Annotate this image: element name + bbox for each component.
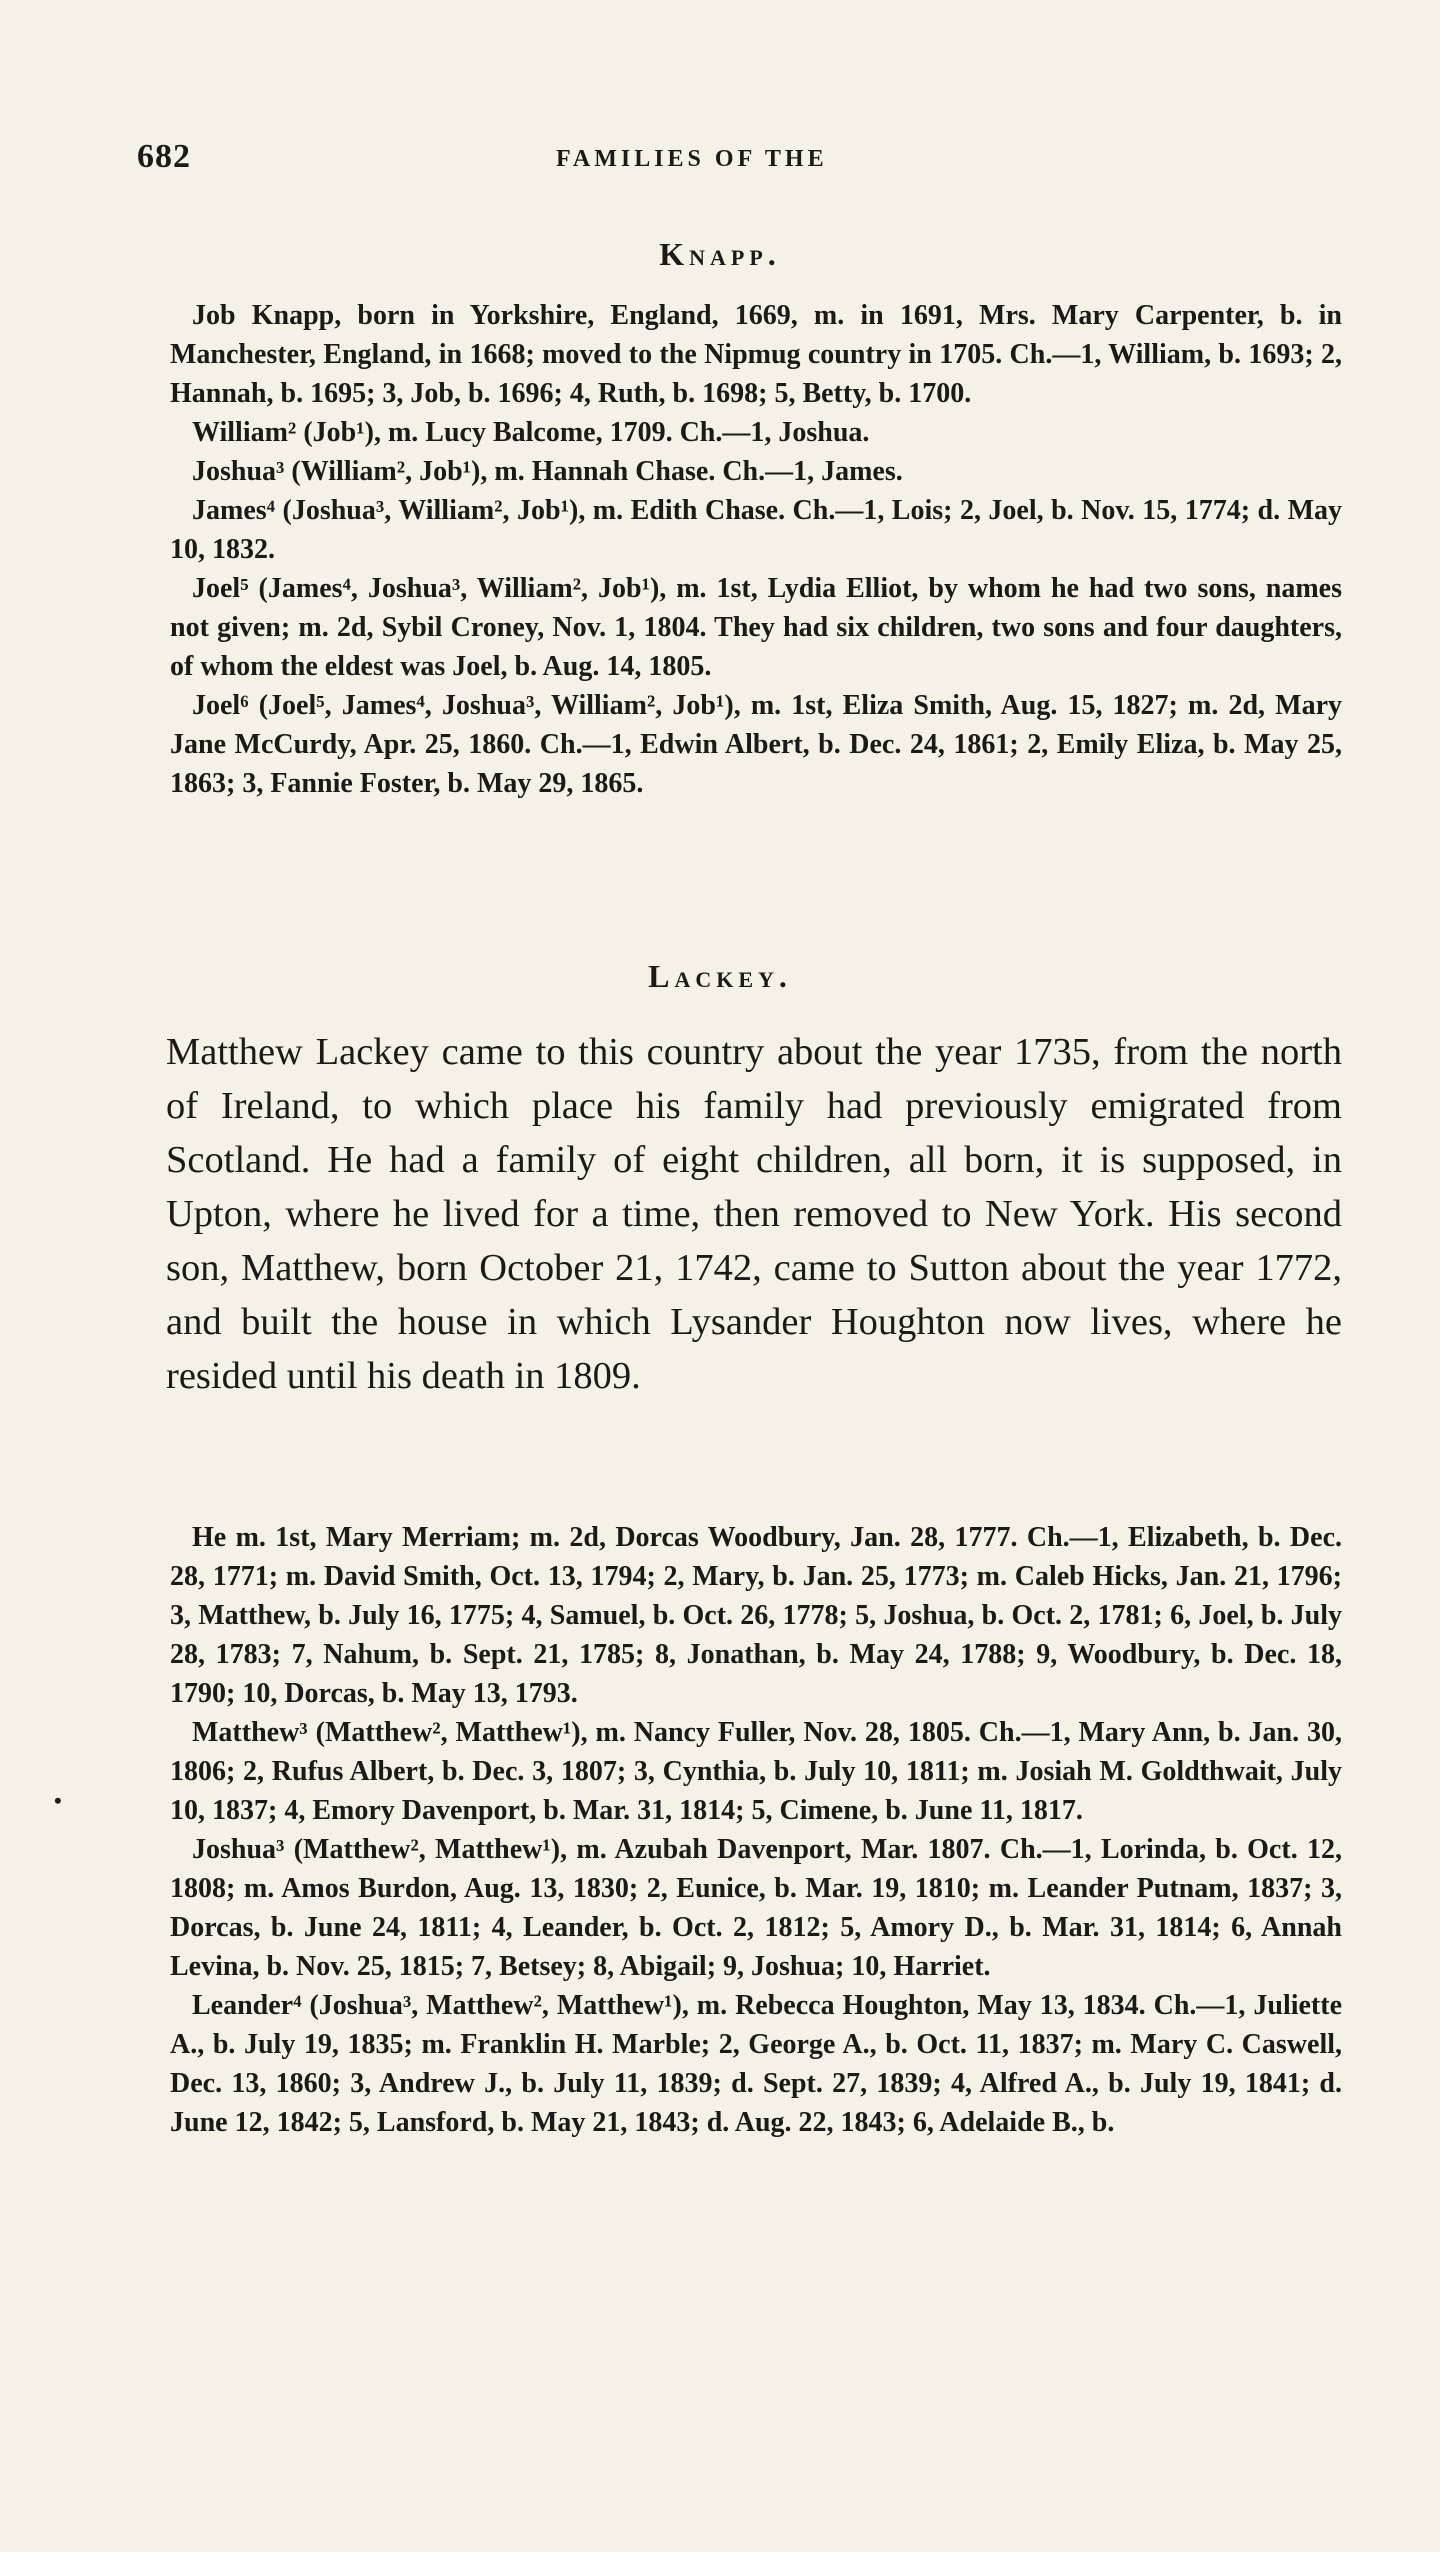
- lackey-paragraph: Joshua³ (Matthew², Matthew¹), m. Azubah Davenport, Mar. 1807. Ch.—1, Lorinda, b. Oct. 12, 1808; m. Amos Burdon, Aug. 13, 1830; 2, Eunice, b. Mar. 19, 1810; m. Leander Putnam, 1837; 3, Dorcas, b. June 24, 1811; 4, Leander, b. Oct. 2, 1812; 5, Amory D., b. Mar. 31, 1814; 6, Annah Levina, b. Nov. 25, 1815; 7, Betsey; 8, Abigail; 9, Joshua; 10, Harriet.: [170, 1834, 1342, 1982]
- lackey-paragraph: Matthew³ (Matthew², Matthew¹), m. Nancy Fuller, Nov. 28, 1805. Ch.—1, Mary Ann, b. Jan. 30, 1806; 2, Rufus Albert, b. Dec. 3, 1807; 3, Cynthia, b. July 10, 1811; m. Josiah M. Goldthwait, July 10, 1837; 4, Emory Davenport, b. Mar. 31, 1814; 5, Cimene, b. June 11, 1817.: [170, 1717, 1342, 1826]
- knapp-paragraph: Joel⁵ (James⁴, Joshua³, William², Job¹), m. 1st, Lydia Elliot, by whom he had two sons, names not given; m. 2d, Sybil Croney, Nov. 1, 1804. They had six children, two sons and four daughters, of whom the eldest was Joel, b. Aug. 14, 1805.: [170, 573, 1342, 682]
- page-header: [0, 138, 1440, 188]
- lackey-paragraph: Leander⁴ (Joshua³, Matthew², Matthew¹), m. Rebecca Houghton, May 13, 1834. Ch.—1, Juliette A., b. July 19, 1835; m. Franklin H. Marble; 2, George A., b. Oct. 11, 1837; m. Mary C. Caswell, Dec. 13, 1860; 3, Andrew J., b. July 11, 1839; d. Sept. 27, 1839; 4, Alfred A., b. July 19, 1841; d. June 12, 1842; 5, Lansford, b. May 21, 1843; d. Aug. 22, 1843; 6, Adelaide B., b.: [170, 1990, 1342, 2138]
- knapp-paragraph: James⁴ (Joshua³, William², Job¹), m. Edith Chase. Ch.—1, Lois; 2, Joel, b. Nov. 15, 1774; d. May 10, 1832.: [170, 495, 1342, 565]
- lackey-section-text: [170, 1518, 1342, 2142]
- knapp-paragraph: Joel⁶ (Joel⁵, James⁴, Joshua³, William², Job¹), m. 1st, Eliza Smith, Aug. 15, 1827; m. 2d, Mary Jane McCurdy, Apr. 25, 1860. Ch.—1, Edwin Albert, b. Dec. 24, 1861; 2, Emily Eliza, b. May 25, 1863; 3, Fannie Foster, b. May 29, 1865.: [170, 690, 1342, 799]
- knapp-paragraph: William² (Job¹), m. Lucy Balcome, 1709. Ch.—1, Joshua.: [192, 417, 870, 448]
- running-head: FAMILIES OF THE: [556, 146, 828, 172]
- section-title-lackey: Lackey.: [648, 958, 792, 994]
- margin-mark: •: [54, 1788, 62, 1813]
- knapp-paragraph: Job Knapp, born in Yorkshire, England, 1669, m. in 1691, Mrs. Mary Carpenter, b. in Manchester, England, in 1668; moved to the Nipmug country in 1705. Ch.—1, William, b. 1693; 2, Hannah, b. 1695; 3, Job, b. 1696; 4, Ruth, b. 1698; 5, Betty, b. 1700.: [170, 300, 1342, 409]
- knapp-paragraph: Joshua³ (William², Job¹), m. Hannah Chase. Ch.—1, James.: [192, 456, 903, 487]
- knapp-section-text: [170, 296, 1342, 803]
- lackey-paragraph: He m. 1st, Mary Merriam; m. 2d, Dorcas Woodbury, Jan. 28, 1777. Ch.—1, Elizabeth, b. Dec. 28, 1771; m. David Smith, Oct. 13, 1794; 2, Mary, b. Jan. 25, 1773; m. Caleb Hicks, Jan. 21, 1796; 3, Matthew, b. July 16, 1775; 4, Samuel, b. Oct. 26, 1778; 5, Joshua, b. Oct. 2, 1781; 6, Joel, b. July 28, 1783; 7, Nahum, b. Sept. 21, 1785; 8, Jonathan, b. May 24, 1788; 9, Woodbury, b. Dec. 18, 1790; 10, Dorcas, b. May 13, 1793.: [170, 1522, 1342, 1709]
- lackey-intro-paragraph: Matthew Lackey came to this country about the year 1735, from the north of Ireland, to which place his family had previously emigrated from Scotland. He had a family of eight children, all born, it is supposed, in Upton, where he lived for a time, then removed to New York. His second son, Matthew, born October 21, 1742, came to Sutton about the year 1772, and built the house in which Lysander Houghton now lives, where he resided until his death in 1809.: [166, 1031, 1342, 1397]
- page-number: 682: [137, 138, 191, 175]
- lackey-intro: [166, 1025, 1342, 1403]
- section-title-knapp: Knapp.: [659, 236, 781, 272]
